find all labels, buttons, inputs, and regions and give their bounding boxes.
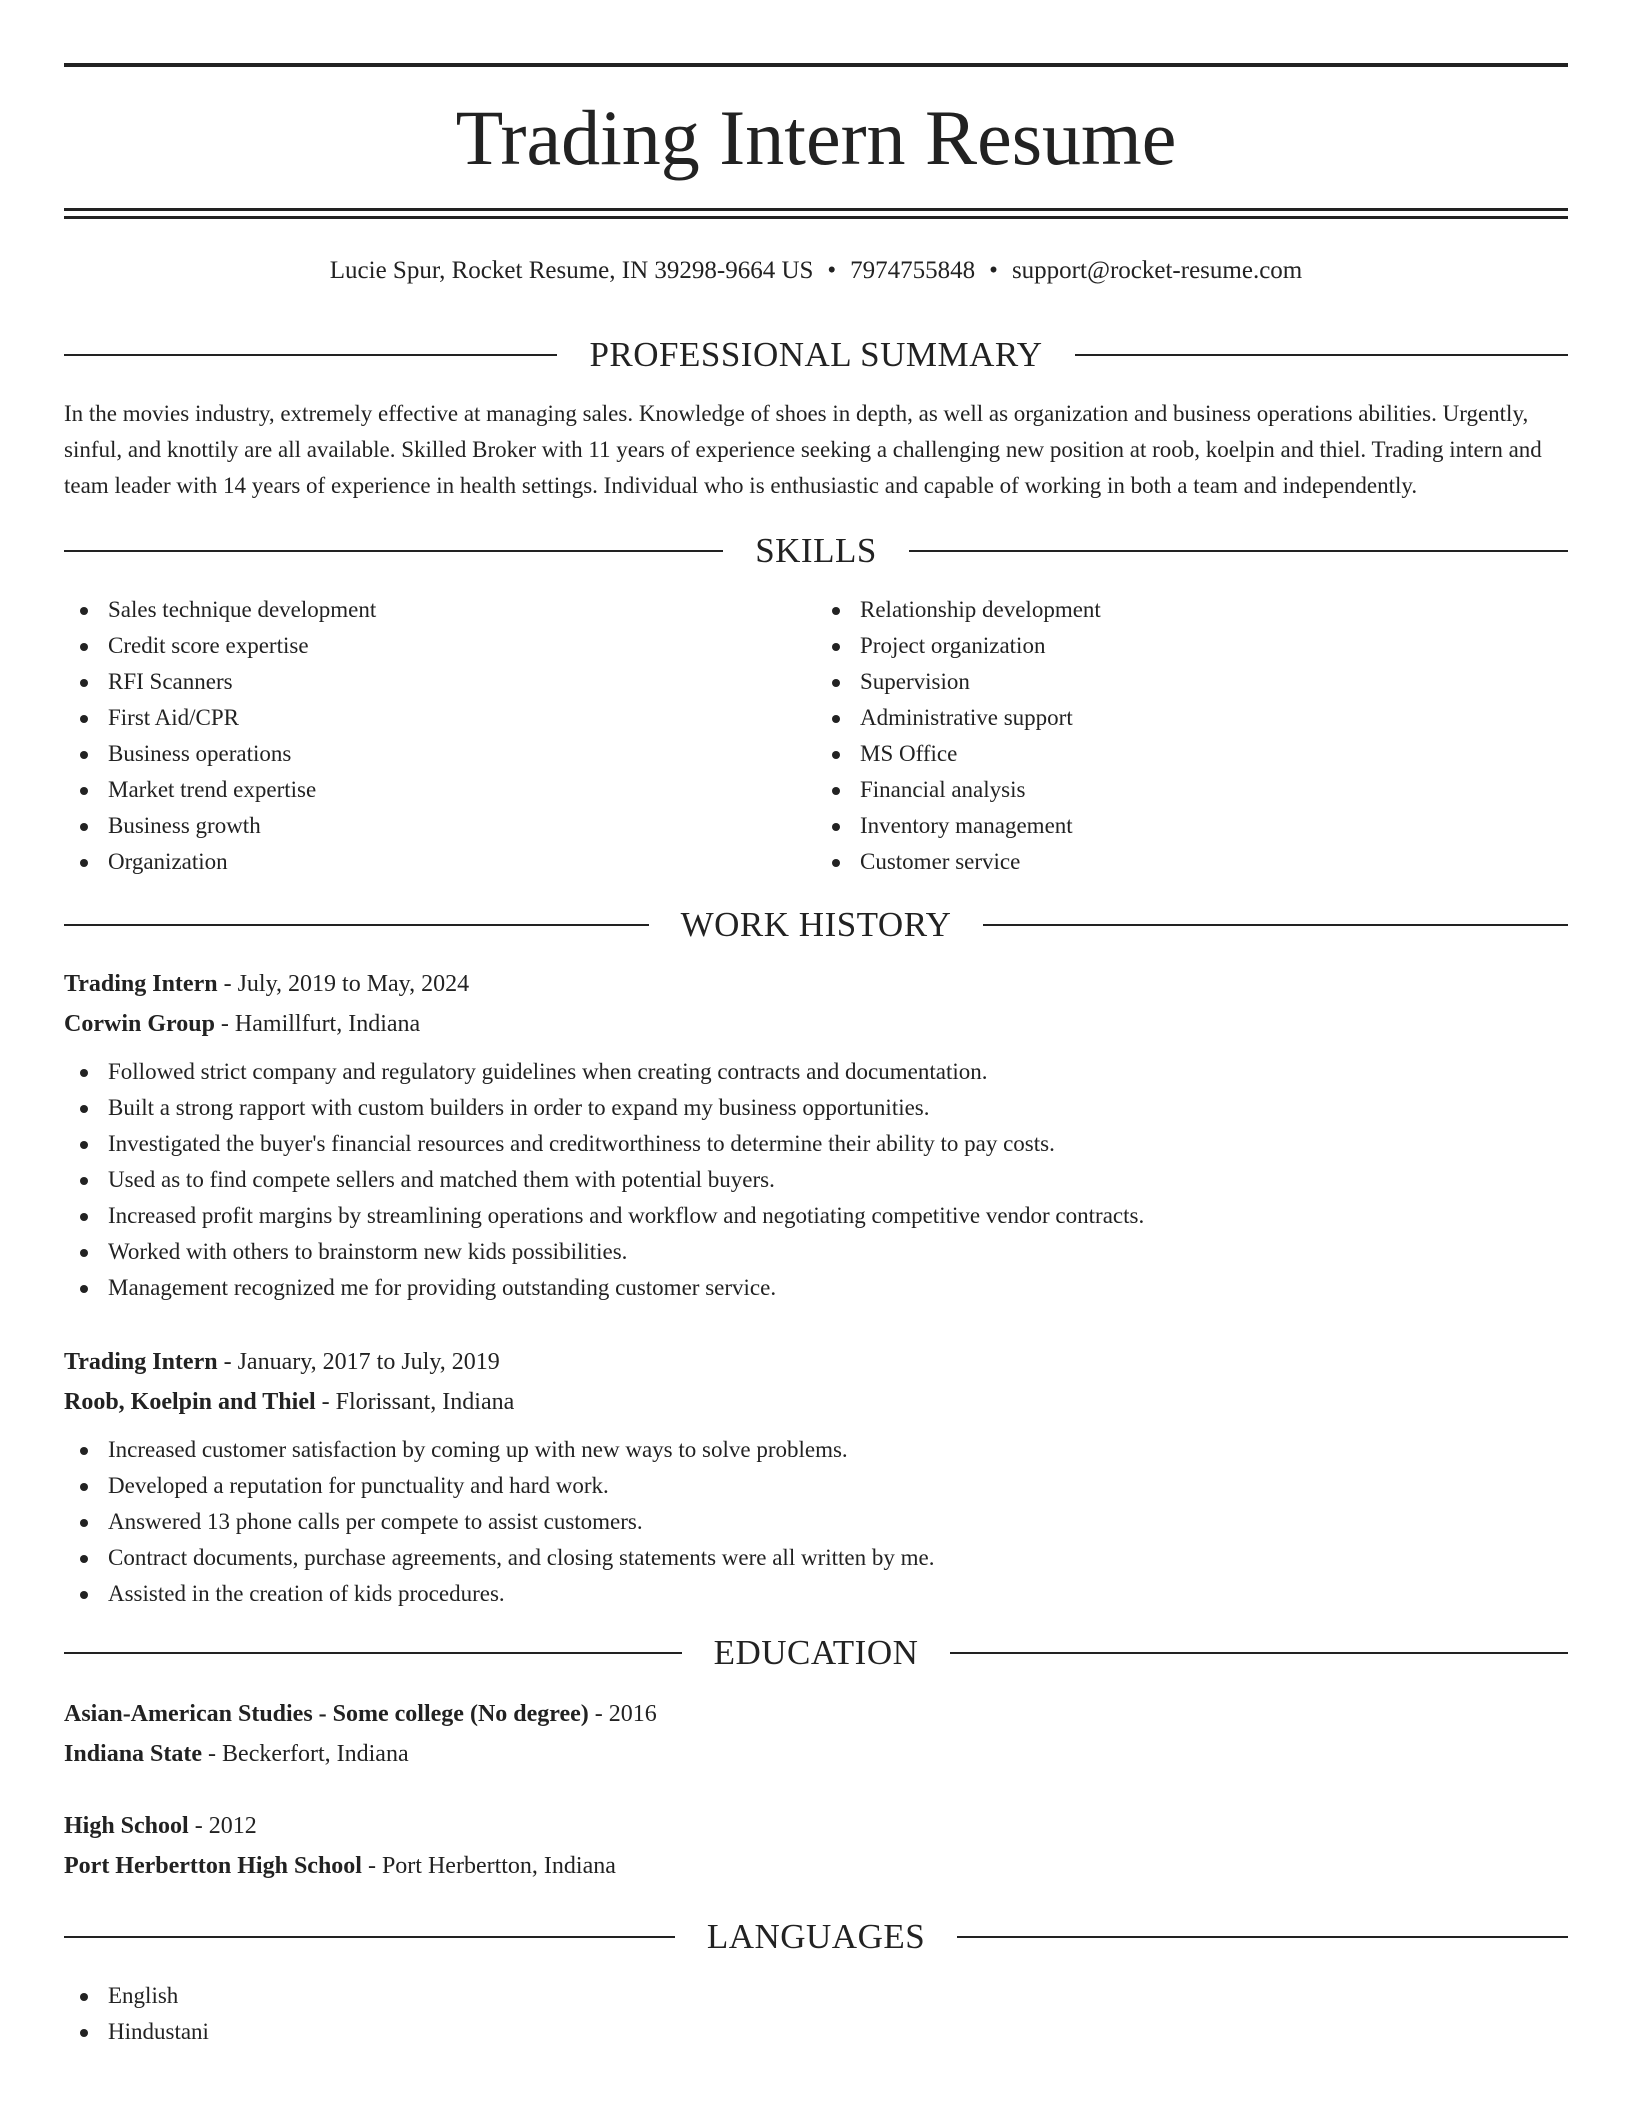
education-year: - 2016: [588, 1701, 657, 1727]
divider-line: [64, 1652, 682, 1654]
section-title: PROFESSIONAL SUMMARY: [589, 335, 1043, 374]
education-school-line: [64, 1846, 1568, 1886]
job-dates: - July, 2019 to May, 2024: [217, 971, 470, 997]
job-entry: [64, 964, 1568, 1306]
skills-column-left: [64, 592, 816, 880]
skill-item: Organization: [64, 844, 816, 880]
skill-item: Business operations: [64, 736, 816, 772]
skill-item: Financial analysis: [816, 772, 1568, 808]
skill-item: Inventory management: [816, 808, 1568, 844]
job-role: Trading Intern: [64, 1349, 218, 1375]
education-degree: High School: [64, 1813, 189, 1839]
education-degree-line: [64, 1694, 1568, 1734]
job-duty: Built a strong rapport with custom builders in order to expand my business opportunities.: [64, 1090, 1568, 1126]
education-degree: Asian-American Studies - Some college (No degree): [64, 1701, 589, 1727]
section-header-summary: [64, 330, 1568, 380]
job-company: Roob, Koelpin and Thiel: [64, 1389, 316, 1415]
job-duty: Followed strict company and regulatory guidelines when creating contracts and documentation.: [64, 1054, 1568, 1090]
skills-column-right: [816, 592, 1568, 880]
education-year: - 2012: [188, 1813, 257, 1839]
job-entry: [64, 1342, 1568, 1612]
skill-item: RFI Scanners: [64, 664, 816, 700]
resume-title: Trading Intern Resume: [455, 94, 1177, 181]
contact-phone: 7974755848: [850, 257, 976, 284]
job-duty: Answered 13 phone calls per compete to assist customers.: [64, 1504, 1568, 1540]
section-header-languages: [64, 1912, 1568, 1962]
job-dates: - January, 2017 to July, 2019: [217, 1349, 500, 1375]
contact-email: support@rocket-resume.com: [1011, 257, 1303, 284]
job-duty: Used as to find compete sellers and matched them with potential buyers.: [64, 1162, 1568, 1198]
contact-address: Lucie Spur, Rocket Resume, IN 39298-9664 US: [329, 257, 814, 284]
section-header-education: [64, 1628, 1568, 1678]
education-list: [64, 1694, 1568, 1886]
education-location: - Port Herbertton, Indiana: [361, 1853, 616, 1879]
section-title: WORK HISTORY: [680, 905, 952, 944]
skill-item: Business growth: [64, 808, 816, 844]
divider-line: [1075, 354, 1568, 356]
skills-list: [64, 592, 1568, 880]
skill-item: Administrative support: [816, 700, 1568, 736]
divider-line: [950, 1652, 1568, 1654]
contact-separator: •: [989, 257, 998, 284]
divider-line: [909, 550, 1568, 552]
job-location: - Hamillfurt, Indiana: [214, 1011, 421, 1037]
job-duty: Management recognized me for providing outstanding customer service.: [64, 1270, 1568, 1306]
skill-item: Customer service: [816, 844, 1568, 880]
section-title: EDUCATION: [713, 1633, 919, 1672]
skill-item: First Aid/CPR: [64, 700, 816, 736]
job-duty: Increased customer satisfaction by coming up with new ways to solve problems.: [64, 1432, 1568, 1468]
job-company-line: [64, 1004, 1568, 1044]
divider-line: [64, 354, 557, 356]
work-history: [64, 964, 1568, 1612]
job-company-line: [64, 1382, 1568, 1422]
job-title-line: [64, 964, 1568, 1004]
section-header-work: [64, 900, 1568, 950]
section-header-skills: [64, 526, 1568, 576]
job-title-line: [64, 1342, 1568, 1382]
section-title: SKILLS: [755, 531, 877, 570]
job-duty: Increased profit margins by streamlining operations and workflow and negotiating competitive vendor contracts.: [64, 1198, 1568, 1234]
education-school: Port Herbertton High School: [64, 1853, 362, 1879]
education-school-line: [64, 1734, 1568, 1774]
skill-item: Credit score expertise: [64, 628, 816, 664]
skill-item: Project organization: [816, 628, 1568, 664]
job-duties: [64, 1432, 1568, 1612]
summary-text: In the movies industry, extremely effective at managing sales. Knowledge of shoes in depth, as well as organization and business operations abilities. Urgently, sinful, and knottily are all available. Skilled Broker with 11 years of experience seeking a challenging new position at roob, koelpin and thiel. Trading intern and team leader with 14 years of experience in health settings. Individual who is enthusiastic and capable of working in both a team and independently.: [64, 401, 1542, 498]
language-item: English: [64, 1978, 1568, 2014]
title-rule-upper: [64, 208, 1568, 211]
skill-item: Relationship development: [816, 592, 1568, 628]
skill-item: Sales technique development: [64, 592, 816, 628]
education-school: Indiana State: [64, 1741, 203, 1767]
contact-line: [64, 254, 1568, 288]
job-duty: Worked with others to brainstorm new kids possibilities.: [64, 1234, 1568, 1270]
language-item: Hindustani: [64, 2014, 1568, 2050]
divider-line: [64, 1936, 675, 1938]
job-duty: Developed a reputation for punctuality and hard work.: [64, 1468, 1568, 1504]
title-rule-lower: [64, 216, 1568, 219]
education-entry: [64, 1806, 1568, 1886]
job-duty: Assisted in the creation of kids procedures.: [64, 1576, 1568, 1612]
divider-line: [64, 550, 723, 552]
education-degree-line: [64, 1806, 1568, 1846]
education-location: - Beckerfort, Indiana: [202, 1741, 409, 1767]
skill-item: Market trend expertise: [64, 772, 816, 808]
languages-list: [64, 1978, 1568, 2050]
job-duty: Investigated the buyer's financial resources and creditworthiness to determine their ability to pay costs.: [64, 1126, 1568, 1162]
education-entry: [64, 1694, 1568, 1774]
divider-line: [983, 924, 1568, 926]
job-location: - Florissant, Indiana: [315, 1389, 515, 1415]
section-title: LANGUAGES: [706, 1917, 926, 1956]
contact-separator: •: [827, 257, 837, 284]
top-rule: [64, 63, 1568, 67]
divider-line: [957, 1936, 1568, 1938]
job-duty: Contract documents, purchase agreements, and closing statements were all written by me.: [64, 1540, 1568, 1576]
job-role: Trading Intern: [64, 971, 218, 997]
resume-content: [64, 330, 1568, 2050]
job-company: Corwin Group: [64, 1011, 215, 1037]
skill-item: Supervision: [816, 664, 1568, 700]
skill-item: MS Office: [816, 736, 1568, 772]
job-duties: [64, 1054, 1568, 1306]
divider-line: [64, 924, 649, 926]
